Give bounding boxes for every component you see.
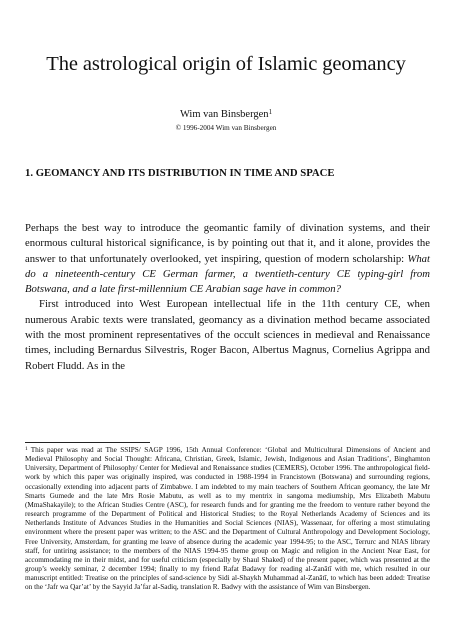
paragraph-1: [25, 221, 430, 297]
footnote-text: This paper was read at The SSIPS/ SAGP 1996, 15th Annual Conference: ‘Global and Multicultural Dimensions of Ancient and Medieval Philosophy and Social Thought: Africana, Christian, Greek, Islamic, Jewish, Indigenous and Asian Traditions’, Binghamton University, Department of Philosophy/ Center for Medieval and Renaissance studies (CEMERS), October 1996. The anthropological field-work by which this paper was originally inspired, was conducted in 1988-1994 in Francistown (Botswana) and surrounding regions, occasionally extending into adjacent parts of Zimbabwe. I am indebted to my main teachers of Southern African geomancy, the late Mr Smarts Gumede and the late Mrs Rosie Mabutu, as well as to my mentrix in sangoma mediumship, Mrs Elizabeth Mabutu (MmaShakayile); to the African Studies Centre (ASC), for research funds and for granting me the freedom to venture rather beyond the research programme of the Department of Political and Historical Studies; to the Royal Netherlands Academy of Sciences and its Netherlands Institute of Advances Studies in the Humanities and Social Sciences (NIAS), Wassenaar, for offering a most stimulating environment where the present paper was written; to the ASC and the Department of Cultural Anthropology and Development Sociology, Free University, Amsterdam, for granting me leave of absence during the academic year 1994-95; to the ASC, Terrurc and NIAS library staff, for untiring assistance; to the members of the NIAS 1994-95 theme group on Magic and religion in the Ancient Near East, for accommodating me in their midst, and for useful criticism (especially by Shaul Shaked) of the present paper, which was presented at the group’s weekly seminar, 2 december 1994; finally to my friend Rafat Badawy for reading al-Zanātī with me, which resulted in our manuscript entitled: Treatise on the principles of sand-science by Sidi al-Shaykh Muhammad al-Zanātī, to which has been added: Treatise on the ‘Jafr wa Qar’at’ by the Sayyid Ja’far al-Sadiq, translation R. Badwy with the assistance of Wim van Binsbergen.: [25, 446, 430, 592]
author-footnote-marker[interactable]: 1: [268, 108, 273, 116]
copyright-notice: © 1996-2004 Wim van Binsbergen: [175, 124, 277, 132]
paragraph-2: First introduced into West European intellectual life in the 11th century CE, when numerous Arabic texts were translated, geomancy as a divination method became associated with the most prominent representatives of the occult sciences in medieval and Renaissance times, including Bernardus Silvestris, Roger Bacon, Albertus Magnus, Cornelius Agrippa and Robert Fludd. As in the: [25, 298, 430, 372]
footnote-paragraph: [25, 446, 430, 593]
footnote-marker: 1: [25, 446, 28, 452]
author-line: [0, 108, 452, 121]
page-title: The astrological origin of Islamic geomancy: [46, 53, 406, 75]
author-name: Wim van Binsbergen: [179, 109, 269, 120]
body-text: [25, 221, 430, 374]
paragraph-1-question: What do a nineteenth-century CE German farmer, a twentieth-century CE typing-girl from Botswana, and a late first-millennium CE Arabian sage have in common?: [25, 252, 430, 296]
footnote: [25, 446, 430, 593]
paragraph-1-text: Perhaps the best way to introduce the geomantic family of divination systems, and their enormous cultural historical significance, is by pointing out that it, and it alone, provides the answer to that unfortunately overlooked, yet inspiring, question of modern scholarship:: [25, 222, 430, 265]
footnote-separator: [25, 442, 150, 443]
section-heading: 1. GEOMANCY AND ITS DISTRIBUTION IN TIME AND SPACE: [25, 167, 335, 179]
